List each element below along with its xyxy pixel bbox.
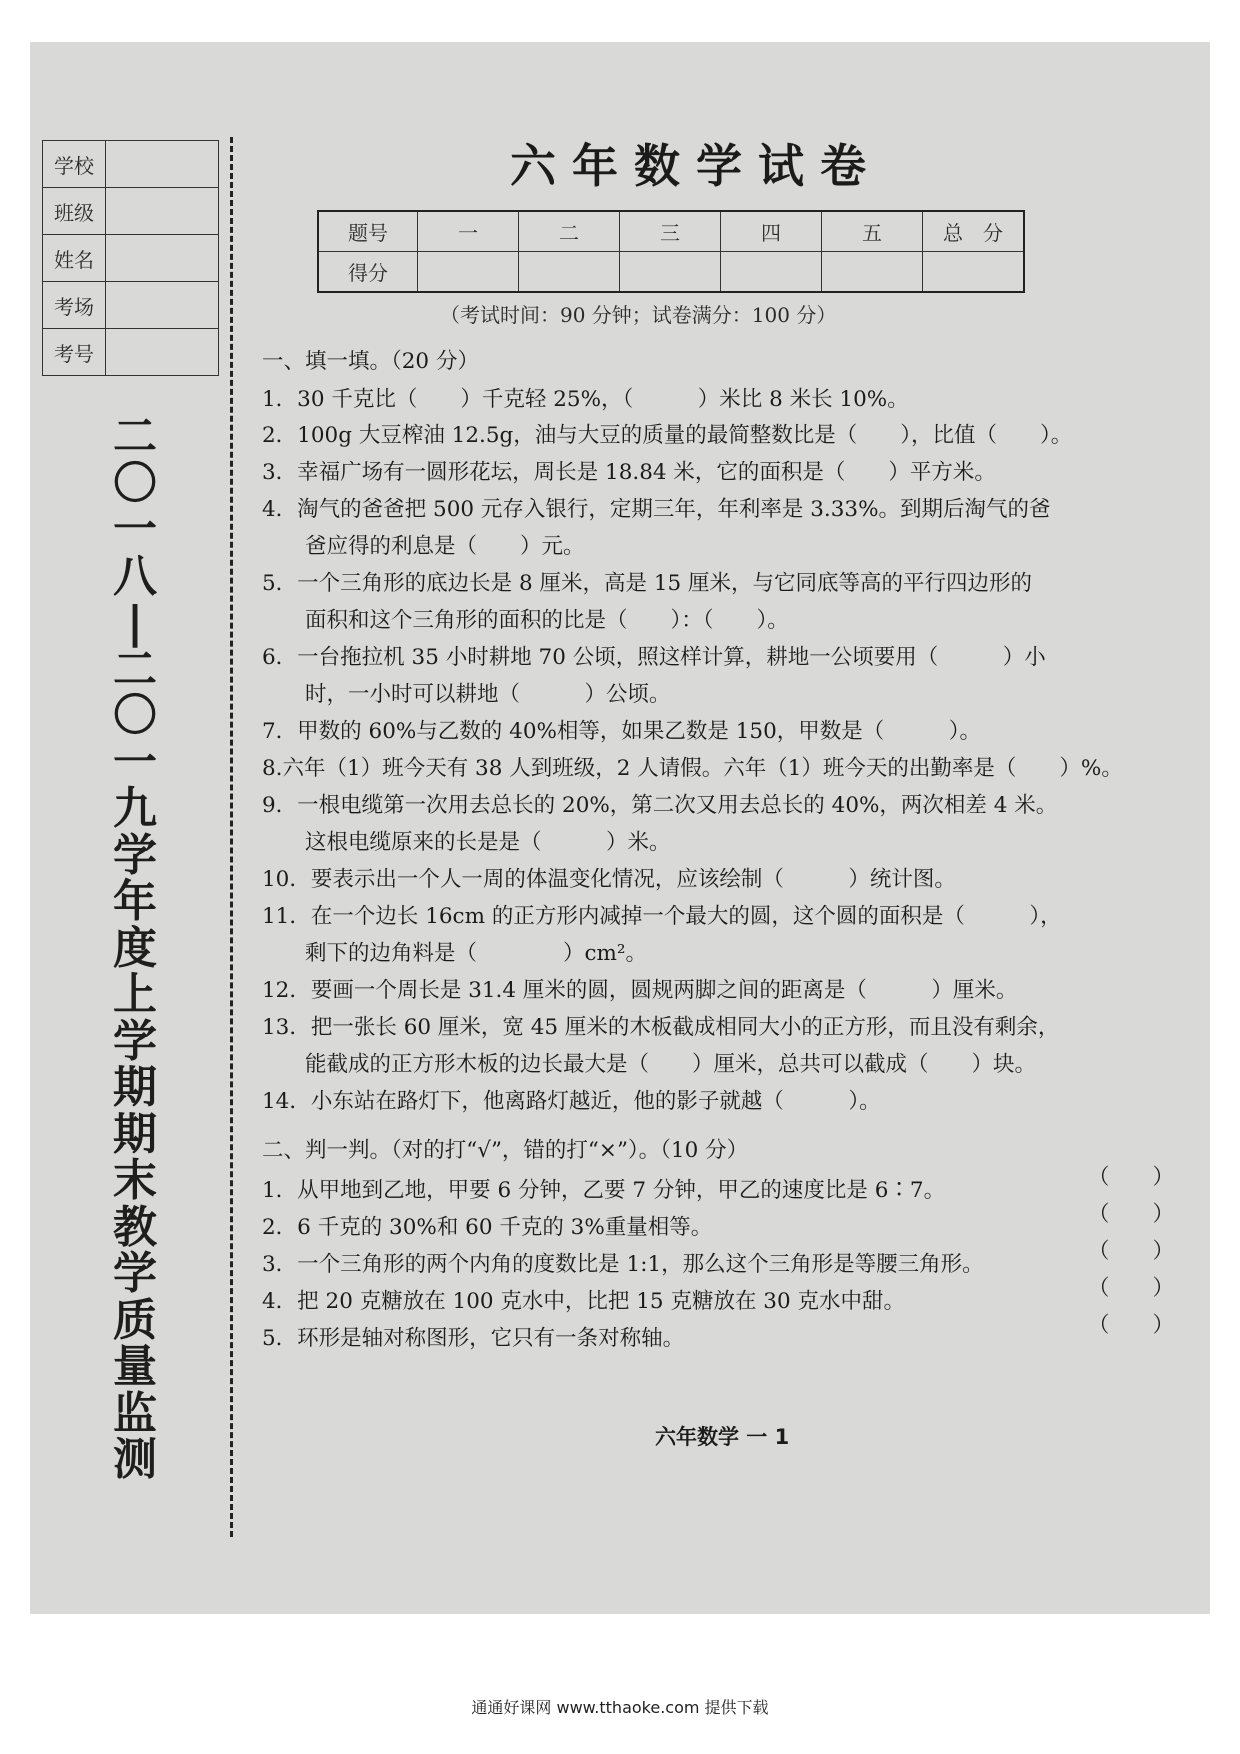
score-header-cell: 五 (822, 211, 923, 252)
question-line: 14．小东站在路灯下，他离路灯越近，他的影子就越（ ）。 (262, 1089, 881, 1114)
info-row-name (43, 235, 219, 282)
question-line: 8.六年（1）班今天有 38 人到班级，2 人请假。六年（1）班今天的出勤率是（ ）%。 (262, 756, 1123, 781)
judgement-line: 3．一个三角形的两个内角的度数比是 1:1，那么这个三角形是等腰三角形。 (262, 1252, 984, 1277)
vertical-char: 测 (113, 1434, 157, 1485)
question-line: 13．把一张长 60 厘米，宽 45 厘米的木板截成相同大小的正方形，而且没有剩余， (262, 1015, 1060, 1040)
page-title: 六年数学试卷 (510, 139, 882, 193)
info-row-exam-room (43, 282, 219, 329)
vertical-char: 学 (113, 829, 157, 881)
judgement-line: 4．把 20 克糖放在 100 克水中，比把 15 克糖放在 30 克水中甜。 (262, 1289, 905, 1314)
info-label: 考号 (43, 329, 106, 376)
section2-heading: 二、判一判。（对的打“√”，错的打“×”）。（10 分） (262, 1138, 749, 1163)
score-header-row (318, 211, 1024, 252)
vertical-char: 〇 (113, 690, 157, 741)
section1-heading: 一、填一填。（20 分） (262, 349, 479, 374)
vertical-char: 学 (113, 1015, 157, 1067)
info-label: 姓名 (43, 235, 106, 282)
download-watermark: 通通好课网 www.tthaoke.com 提供下载 (471, 1698, 769, 1717)
vertical-char: 度 (113, 922, 157, 974)
question-line: 2．100g 大豆榨油 12.5g，油与大豆的质量的最简整数比是（ ），比值（ ）。 (262, 423, 1073, 448)
info-row-exam-number (43, 329, 219, 376)
vertical-char: 一 (113, 504, 157, 555)
question-line: 面积和这个三角形的面积的比是（ ）：（ ）。 (262, 608, 789, 633)
info-value (106, 188, 219, 235)
question-line: 11．在一个边长 16cm 的正方形内减掉一个最大的圆，这个圆的面积是（ ）， (262, 904, 1062, 929)
score-value-cell (418, 252, 519, 293)
score-header-cell: 三 (620, 211, 721, 252)
vertical-char: 监 (113, 1387, 157, 1439)
vertical-char: 二 (113, 411, 157, 462)
info-value (106, 282, 219, 329)
score-header-cell: 一 (418, 211, 519, 252)
question-line: 6．一台拖拉机 35 小时耕地 70 公顷，照这样计算，耕地一公顷要用（ ）小 (262, 645, 1046, 670)
answer-parentheses: （ ） (1088, 1165, 1175, 1190)
info-value (106, 235, 219, 282)
info-row-school (43, 141, 219, 188)
question-line: 能截成的正方形木板的边长最大是（ ）厘米，总共可以截成（ ）块。 (262, 1052, 1037, 1077)
score-value-cell (923, 252, 1025, 293)
info-row-class (43, 188, 219, 235)
student-info-table (42, 140, 219, 376)
answer-parentheses: （ ） (1088, 1239, 1175, 1264)
score-value-cell (822, 252, 923, 293)
question-line: 10．要表示出一个人一周的体温变化情况，应该绘制（ ）统计图。 (262, 867, 956, 892)
info-value (106, 329, 219, 376)
score-value-cell (620, 252, 721, 293)
question-line: 5．一个三角形的底边长是 8 厘米，高是 15 厘米，与它同底等高的平行四边形的 (262, 571, 1033, 596)
exam-info: （考试时间：90 分钟；试卷满分：100 分） (440, 303, 837, 327)
info-label: 学校 (43, 141, 106, 188)
score-value-row (318, 252, 1024, 293)
question-line: 3．幸福广场有一圆形花坛，周长是 18.84 米，它的面积是（ ）平方米。 (262, 460, 996, 485)
vertical-char: 质 (113, 1294, 157, 1346)
info-value (106, 141, 219, 188)
score-value-cell (721, 252, 822, 293)
vertical-char: 期 (113, 1108, 157, 1160)
judgement-line: 5．环形是轴对称图形，它只有一条对称轴。 (262, 1326, 685, 1351)
page-footer: 六年数学 一 1 (655, 1425, 790, 1449)
binding-dashed-line (230, 137, 233, 1537)
vertical-char: 上 (113, 969, 157, 1020)
vertical-char: 八 (113, 550, 157, 602)
answer-parentheses: （ ） (1088, 1202, 1175, 1227)
question-line: 剩下的边角料是（ ）cm²。 (262, 941, 648, 966)
vertical-char: 期 (113, 1062, 157, 1113)
vertical-char: 学 (113, 1248, 157, 1299)
info-label: 考场 (43, 282, 106, 329)
answer-parentheses: （ ） (1088, 1276, 1175, 1301)
answer-parentheses: （ ） (1088, 1313, 1175, 1338)
score-header-cell: 二 (519, 211, 620, 252)
question-line: 4．淘气的爸爸把 500 元存入银行，定期三年，年利率是 3.33%。到期后淘气的爸 (262, 497, 1051, 522)
vertical-char: 末 (113, 1155, 157, 1206)
question-line: 1．30 千克比（ ）千克轻 25%，（ ）米比 8 米长 10%。 (262, 387, 909, 412)
vertical-char: 量 (113, 1341, 157, 1392)
score-header-cell: 题号 (318, 211, 418, 252)
scanned-page (30, 42, 1210, 1614)
question-line: 爸应得的利息是（ ）元。 (262, 534, 585, 559)
vertical-char: 九 (113, 783, 157, 834)
question-line: 12．要画一个周长是 31.4 厘米的圆，圆规两脚之间的距离是（ ）厘米。 (262, 978, 1018, 1003)
score-row-label: 得分 (318, 252, 418, 293)
question-line: 这根电缆原来的长是是（ ）米。 (262, 830, 671, 855)
score-value-cell (519, 252, 620, 293)
vertical-char: 一 (113, 736, 157, 788)
score-header-cell: 总 分 (923, 211, 1025, 252)
question-line: 时，一小时可以耕地（ ）公顷。 (262, 682, 671, 707)
vertical-title (108, 411, 162, 1485)
vertical-char: 二 (113, 643, 157, 695)
vertical-char: | (126, 597, 144, 648)
score-header-cell: 四 (721, 211, 822, 252)
vertical-char: 〇 (113, 457, 157, 509)
judgement-line: 2．6 千克的 30%和 60 千克的 3%重量相等。 (262, 1215, 713, 1240)
question-line: 7．甲数的 60%与乙数的 40%相等，如果乙数是 150，甲数是（ ）。 (262, 719, 982, 744)
score-table (317, 210, 1025, 293)
question-line: 9．一根电缆第一次用去总长的 20%，第二次又用去总长的 40%，两次相差 4 米。 (262, 793, 1058, 818)
judgement-line: 1．从甲地到乙地，甲要 6 分钟，乙要 7 分钟，甲乙的速度比是 6∶7。 (262, 1178, 946, 1203)
vertical-char: 年 (113, 876, 157, 927)
vertical-char: 教 (113, 1201, 157, 1253)
info-label: 班级 (43, 188, 106, 235)
